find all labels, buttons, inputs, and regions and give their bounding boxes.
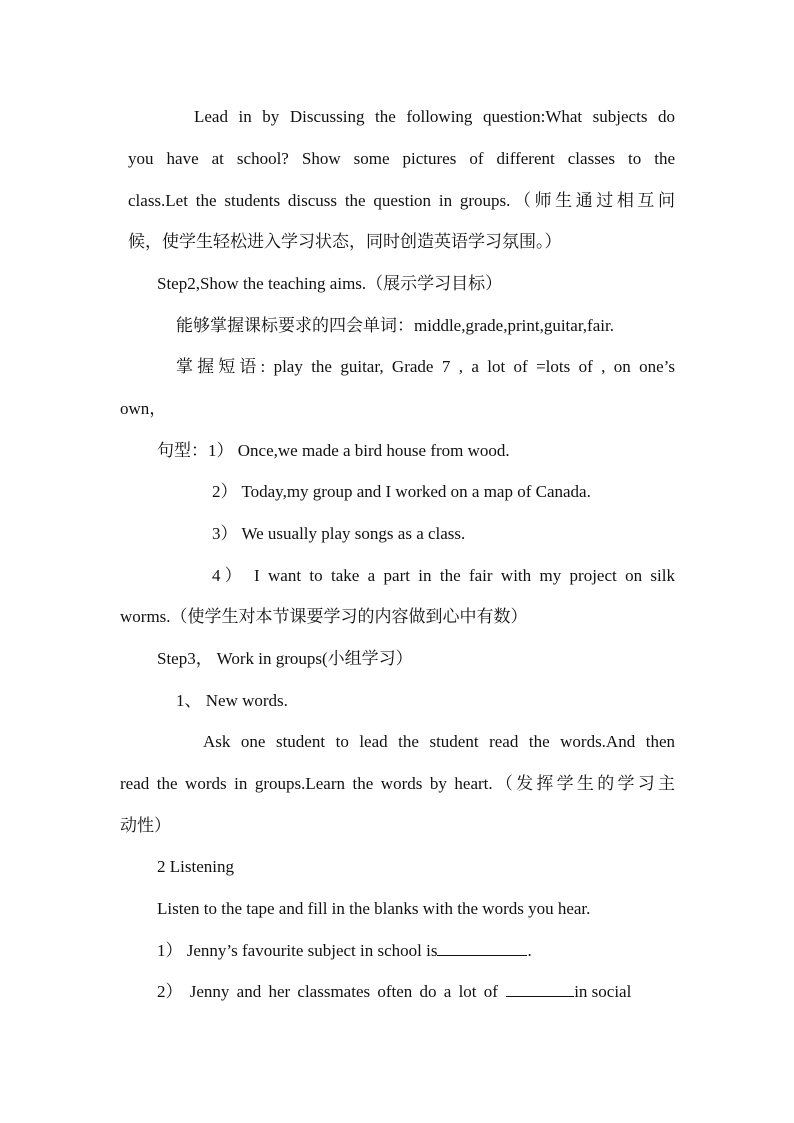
paragraph-line: 能够掌握课标要求的四会单词：middle,grade,print,guitar,fair.: [176, 316, 614, 335]
item-text-end: in social: [574, 982, 632, 1001]
sentence-pattern: 句型：1） Once,we made a bird house from wood.: [157, 441, 510, 460]
paragraph-line: worms.（使学生对本节课要学习的内容做到心中有数）: [120, 607, 528, 626]
paragraph-line: you have at school? Show some pictures of different classes to the: [128, 149, 675, 168]
sentence-pattern: 4） I want to take a part in the fair with my project on silk: [212, 566, 675, 585]
paragraph-line: class.Let the students discuss the question in groups.（师生通过相互问: [128, 191, 675, 210]
paragraph-line: Ask one student to lead the student read the words.And then: [203, 732, 675, 751]
answer-blank[interactable]: [437, 941, 527, 956]
fill-blank-item: [157, 981, 675, 1003]
paragraph-line: Lead in by Discussing the following question:What subjects do: [194, 107, 675, 126]
step-heading: Step2,Show the teaching aims.（展示学习目标）: [157, 274, 503, 293]
paragraph-line: read the words in groups.Learn the words by heart.（发挥学生的学习主: [120, 774, 675, 793]
item-text-end: .: [527, 941, 532, 960]
item-text: 1） Jenny’s favourite subject in school is: [157, 941, 438, 960]
sentence-pattern: 2） Today,my group and I worked on a map of Canada.: [212, 482, 591, 501]
paragraph-line: 候，使学生轻松进入学习状态，同时创造英语学习氛围。）: [128, 232, 562, 251]
item-text: 2） Jenny and her classmates often do a lot of: [157, 982, 498, 1001]
paragraph-line: Listen to the tape and fill in the blanks with the words you hear.: [157, 899, 591, 918]
section-heading: 2 Listening: [157, 857, 234, 876]
paragraph-line: 掌握短语: play the guitar, Grade 7 , a lot of =lots of , on one’s: [176, 357, 675, 376]
fill-blank-item: [157, 940, 532, 962]
sentence-pattern: 3） We usually play songs as a class.: [212, 524, 466, 543]
paragraph-line: own，: [120, 399, 167, 418]
paragraph-line: 动性）: [120, 816, 171, 835]
list-item: 1、 New words.: [176, 691, 288, 710]
answer-blank[interactable]: [506, 982, 574, 997]
step-heading: Step3， Work in groups(小组学习）: [157, 649, 413, 668]
